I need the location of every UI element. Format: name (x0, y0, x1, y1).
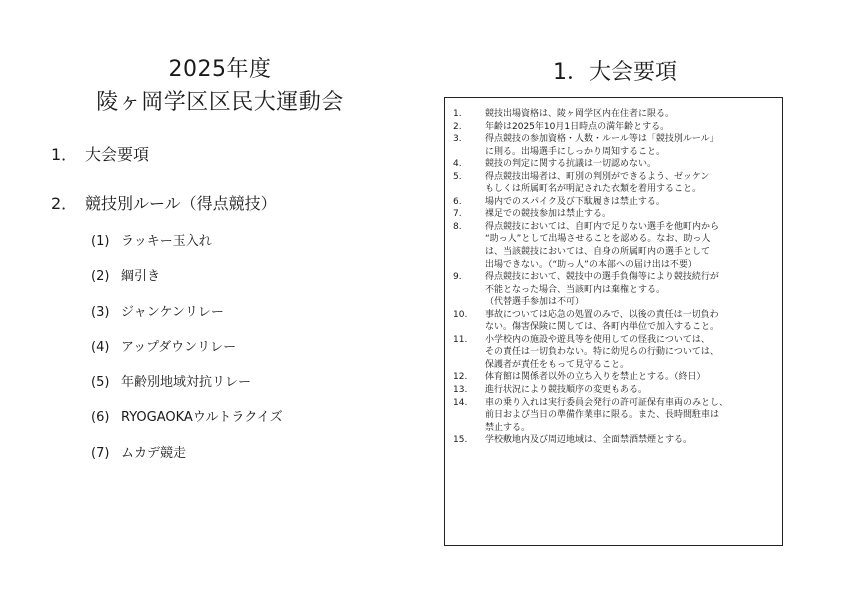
rule-number: 7. (453, 209, 462, 220)
event-number: (1) (91, 234, 110, 249)
rule-line (451, 284, 776, 297)
rule-text: 前日および当日の準備作業車に限る。また、長時間駐車は (485, 410, 720, 421)
rule-text: 体育館は関係者以外の立ち入りを禁止とする。（終日） (485, 372, 706, 383)
rule-text: 裸足での競技参加は禁止する。 (485, 209, 612, 220)
rule-line (451, 259, 776, 272)
rule-line (451, 208, 776, 221)
event-number: (7) (91, 445, 110, 461)
event-label: ジャンケンリレー (121, 304, 224, 320)
rules-box (444, 97, 783, 546)
rule-text: 小学校内の施設や遊具等を使用しての怪我については、 (485, 334, 710, 345)
event-number: (6) (91, 410, 110, 426)
event-label: RYOGAOKAウルトラクイズ (121, 410, 283, 426)
toc-item-label: 競技別ルール（得点競技） (85, 194, 277, 213)
rule-line (451, 271, 776, 284)
rule-text: 場内でのスパイク及び下駄履きは禁止する。 (485, 196, 665, 207)
event-list-item (91, 269, 283, 285)
toc-item-tournament-outline (51, 145, 149, 165)
event-list-item (91, 340, 283, 356)
rule-line (451, 133, 776, 146)
rule-line (451, 246, 776, 259)
event-list-item (91, 446, 283, 462)
rule-line (451, 121, 776, 134)
rule-text: は、当該競技においては、自身の所属町内の選手として (485, 247, 711, 258)
rule-line (451, 221, 776, 234)
rule-text: 学校敷地内及び周辺地域は、全面禁酒禁煙とする。 (485, 435, 693, 446)
rule-line (451, 158, 776, 171)
rule-line (451, 371, 776, 384)
rule-text: “助っ人”として出場させることを認める。なお、助っ人 (485, 234, 711, 245)
rule-text: に則る。出場選手にしっかり周知すること。 (485, 146, 666, 157)
rule-text: 得点競技においては、自町内で足りない選手を他町内から (485, 221, 720, 232)
rule-number: 13. (453, 385, 468, 396)
event-list (91, 234, 283, 481)
rule-line (451, 309, 776, 322)
rule-text: 事故については応急の処置のみで、以後の責任は一切負わ (485, 309, 719, 320)
rule-text: 進行状況により競技順序の変更もある。 (485, 385, 648, 396)
rule-text: 出場できない。（“助っ人”の本部への届け出は不要） (485, 259, 697, 270)
rule-text: もしくは所属町名が明記された衣類を着用すること。 (485, 184, 702, 195)
rule-number: 9. (453, 272, 462, 283)
rule-line (451, 397, 776, 410)
rule-line (451, 183, 776, 196)
rule-text: 禁止する。 (485, 422, 531, 433)
rule-line (451, 422, 776, 435)
event-label: ラッキー玉入れ (121, 234, 212, 249)
rule-text: ない。傷害保険に関しては、各町内単位で加入すること。 (485, 322, 720, 333)
section-title: 1．大会要項 (553, 60, 677, 85)
rule-text: 得点競技において、競技中の選手負傷等により競技続行が (485, 272, 719, 283)
event-number: (2) (91, 269, 110, 285)
event-list-item (91, 410, 283, 426)
toc-item-number: 1． (51, 145, 78, 164)
rule-line (451, 334, 776, 347)
rule-number: 14. (453, 397, 468, 408)
rule-line (451, 384, 776, 397)
rule-number: 12. (453, 372, 468, 383)
rule-number: 1. (453, 109, 462, 119)
toc-item-event-rules (51, 194, 277, 214)
rule-line (451, 359, 776, 372)
rule-text: 競技出場資格は、陵ヶ岡学区内在住者に限る。 (485, 109, 675, 119)
rule-text: 年齢は2025年10月1日時点の満年齢とする。 (485, 121, 670, 132)
rule-number: 6. (453, 196, 462, 207)
rule-text: 不能となった場合、当該町内は棄権とする。 (485, 284, 666, 295)
rule-line (451, 296, 776, 309)
rule-line (451, 196, 776, 209)
event-label: ムカデ競走 (121, 445, 187, 461)
rule-line (451, 409, 776, 422)
rule-text: その責任は一切負わない。特に幼児らの行動については、 (485, 347, 719, 358)
rule-number: 4. (453, 159, 462, 170)
event-label: 年齢別地域対抗リレー (121, 375, 252, 391)
rule-line (451, 233, 776, 246)
rule-text: 保護者が責任をもって見守ること。 (485, 359, 630, 370)
toc-item-number: 2． (51, 194, 78, 213)
document-title-year: 2025年度 (168, 57, 272, 82)
document-title-event: 陵ヶ岡学区区民大運動会 (96, 90, 344, 115)
rule-number: 5. (453, 171, 462, 182)
rule-line (451, 434, 776, 447)
event-number: (5) (91, 375, 110, 391)
rule-text: 得点競技の参加資格・人数・ルール等は「競技別ルール」 (485, 134, 719, 145)
event-list-item (91, 234, 283, 250)
rule-text: 車の乗り入れは実行委員会発行の許可証保有車両のみとし、 (485, 397, 729, 408)
event-number: (4) (91, 339, 110, 355)
event-list-item (91, 305, 283, 321)
rule-line (451, 346, 776, 359)
event-label: 綱引き (121, 269, 161, 285)
rule-number: 8. (453, 221, 462, 232)
rule-number: 2. (453, 121, 462, 132)
rule-text: 競技の判定に関する抗議は一切認めない。 (485, 159, 657, 170)
rule-line (451, 321, 776, 334)
event-list-item (91, 375, 283, 391)
rule-line (451, 108, 776, 121)
rule-text: 得点競技出場者は、町別の判別ができるよう、ゼッケン (485, 171, 710, 182)
rule-line (451, 171, 776, 184)
event-label: アップダウンリレー (121, 339, 237, 355)
event-number: (3) (91, 304, 110, 320)
rule-text: （代替選手参加は不可） (485, 297, 585, 308)
rule-line (451, 146, 776, 159)
rule-number: 10. (453, 309, 468, 320)
toc-item-label: 大会要項 (85, 145, 150, 164)
rule-number: 15. (453, 435, 468, 446)
rule-number: 3. (453, 134, 462, 145)
rule-number: 11. (453, 334, 468, 345)
